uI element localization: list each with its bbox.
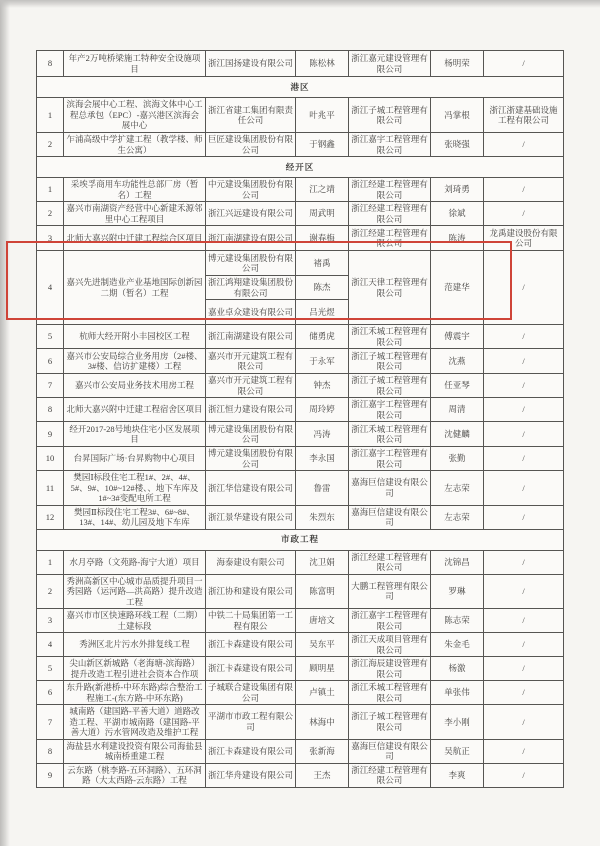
cell-supervisor: 浙江经建工程管理有限公司 xyxy=(349,226,431,251)
cell-other: / xyxy=(484,202,564,226)
table-row xyxy=(37,98,564,133)
cell-contractor-person: 于钢鑫 xyxy=(296,133,349,157)
cell-other: / xyxy=(484,763,564,787)
table-row xyxy=(37,681,564,705)
cell-contractor: 浙江省建工集团有限责任公司 xyxy=(206,98,296,133)
cell-supervisor: 浙江经建工程管理有限公司 xyxy=(349,178,431,202)
cell-contractor-person: 陈松林 xyxy=(296,51,349,77)
cell-other: / xyxy=(484,447,564,471)
cell-project-name: 水月亭路（文苑路-海宁大道）项目 xyxy=(64,550,206,574)
cell-other: / xyxy=(484,633,564,657)
cell-contractor-person: 储勇虎 xyxy=(296,325,349,349)
cell-contractor: 中铁二十局集团第一工程有限公 xyxy=(206,609,296,633)
cell-seq: 1 xyxy=(37,550,64,574)
cell-contractor: 浙江卡森建设有限公司 xyxy=(206,739,296,763)
cell-other: / xyxy=(484,739,564,763)
cell-supervisor: 浙江禾城工程管理有限公司 xyxy=(349,681,431,705)
table-row xyxy=(37,471,564,506)
cell-project-name: 北师大嘉兴附中迁建工程宿舍区项目 xyxy=(64,398,206,422)
cell-seq: 11 xyxy=(37,471,64,506)
cell-other: / xyxy=(484,609,564,633)
cell-project-name: 嘉兴市市区快速路环线工程（二期）土建标段 xyxy=(64,609,206,633)
cell-contractor-person: 朱烈东 xyxy=(296,505,349,529)
cell-supervisor-person: 左志荣 xyxy=(431,471,484,506)
cell-contractor: 浙江华信建设有限公司 xyxy=(206,471,296,506)
cell-contractor-person: 周武明 xyxy=(296,202,349,226)
section-header-row xyxy=(37,77,564,98)
cell-project-name: 乍浦高级中学扩建工程（教学楼、师生公寓） xyxy=(64,133,206,157)
cell-project-name: 北师大嘉兴附中迁建工程综合区项目 xyxy=(64,226,206,251)
cell-supervisor-person: 单张伟 xyxy=(431,681,484,705)
cell-other: / xyxy=(484,657,564,681)
cell-supervisor: 浙江嘉宇工程管理有限公司 xyxy=(349,398,431,422)
table-row xyxy=(37,398,564,422)
cell-seq: 1 xyxy=(37,98,64,133)
cell-contractor-person: 谢春梅 xyxy=(296,226,349,251)
cell-supervisor: 浙江子城工程管理有限公司 xyxy=(349,98,431,133)
cell-seq: 7 xyxy=(37,705,64,740)
cell-project-name: 经开2017-28号地块住宅小区发展项目 xyxy=(64,422,206,447)
cell-seq: 6 xyxy=(37,349,64,374)
cell-other: / xyxy=(484,251,564,325)
section-header-row xyxy=(37,157,564,178)
table-row xyxy=(37,251,564,276)
table-row xyxy=(37,739,564,763)
cell-supervisor-person: 沈锦昌 xyxy=(431,550,484,574)
cell-seq: 5 xyxy=(37,325,64,349)
table-row xyxy=(37,226,564,251)
table-row xyxy=(37,422,564,447)
cell-other: / xyxy=(484,398,564,422)
cell-contractor: 浙江南湖建设有限公司 xyxy=(206,325,296,349)
cell-seq: 9 xyxy=(37,763,64,787)
table-row xyxy=(37,202,564,226)
cell-contractor: 博元建设集团股份有限公司 xyxy=(206,251,296,276)
cell-contractor-person: 陈富明 xyxy=(296,574,349,609)
cell-other: / xyxy=(484,374,564,398)
section-header: 港区 xyxy=(37,77,564,98)
cell-supervisor-person: 吴航正 xyxy=(431,739,484,763)
cell-project-name: 年产2万吨桥梁施工特种安全设施项目 xyxy=(64,51,206,77)
cell-seq: 10 xyxy=(37,447,64,471)
table-row xyxy=(37,550,564,574)
cell-supervisor-person: 冯掌根 xyxy=(431,98,484,133)
cell-supervisor: 浙江经建工程管理有限公司 xyxy=(349,202,431,226)
cell-supervisor-person: 杨激 xyxy=(431,657,484,681)
cell-project-name: 尖山新区新城路（老海塘-滨海路）提升改造工程引进社会资本合作项 xyxy=(64,657,206,681)
cell-contractor-person: 钟杰 xyxy=(296,374,349,398)
cell-other: 龙禹建设股份有限公司 xyxy=(484,226,564,251)
cell-contractor-person: 江之靖 xyxy=(296,178,349,202)
cell-project-name: 杭师大经开附小丰园校区工程 xyxy=(64,325,206,349)
cell-supervisor: 浙江嘉宇工程管理有限公司 xyxy=(349,133,431,157)
cell-supervisor: 浙江禾城工程管理有限公司 xyxy=(349,325,431,349)
cell-supervisor-person: 杨明荣 xyxy=(431,51,484,77)
cell-seq: 3 xyxy=(37,226,64,251)
cell-supervisor: 浙江嘉宇工程管理有限公司 xyxy=(349,609,431,633)
cell-contractor: 平湖市市政工程有限公司 xyxy=(206,705,296,740)
cell-contractor-person: 顾明星 xyxy=(296,657,349,681)
cell-other: / xyxy=(484,178,564,202)
projects-table xyxy=(36,50,564,788)
cell-supervisor: 浙江嘉元建设管理有限公司 xyxy=(349,51,431,77)
cell-contractor: 浙江鸿翔建设集团股份有限公司 xyxy=(206,276,296,300)
cell-contractor-person: 褚禹 xyxy=(296,251,349,276)
table-row xyxy=(37,633,564,657)
cell-seq: 4 xyxy=(37,633,64,657)
cell-contractor: 博元建设集团股份有限公司 xyxy=(206,422,296,447)
cell-seq: 6 xyxy=(37,681,64,705)
cell-contractor: 博元建设集团股份有限公司 xyxy=(206,447,296,471)
cell-contractor: 浙江卡森建设有限公司 xyxy=(206,633,296,657)
cell-supervisor-person: 李小刚 xyxy=(431,705,484,740)
cell-supervisor-person: 张晓强 xyxy=(431,133,484,157)
cell-seq: 1 xyxy=(37,178,64,202)
cell-project-name: 秀洲区北片污水外排复线工程 xyxy=(64,633,206,657)
cell-contractor: 浙江景华建设有限公司 xyxy=(206,505,296,529)
cell-supervisor: 浙江天成项目管理有限公司 xyxy=(349,633,431,657)
cell-other: / xyxy=(484,133,564,157)
cell-supervisor-person: 范建华 xyxy=(431,251,484,325)
section-header-row xyxy=(37,529,564,550)
cell-contractor: 浙江卡森建设有限公司 xyxy=(206,657,296,681)
cell-other: / xyxy=(484,505,564,529)
cell-supervisor: 浙江嘉宇工程管理有限公司 xyxy=(349,447,431,471)
cell-contractor: 浙江国扬建设有限公司 xyxy=(206,51,296,77)
cell-other: / xyxy=(484,422,564,447)
cell-other: / xyxy=(484,471,564,506)
cell-contractor-person: 李永国 xyxy=(296,447,349,471)
cell-supervisor-person: 徐斌 xyxy=(431,202,484,226)
cell-supervisor: 嘉海巨信建设有限公司 xyxy=(349,505,431,529)
cell-contractor: 海泰建设有限公司 xyxy=(206,550,296,574)
cell-project-name: 嘉兴市南湖资产经营中心新建禾源邻里中心工程项目 xyxy=(64,202,206,226)
cell-contractor-person: 林海中 xyxy=(296,705,349,740)
cell-contractor-person: 叶兆平 xyxy=(296,98,349,133)
table-row xyxy=(37,574,564,609)
cell-seq: 2 xyxy=(37,574,64,609)
cell-project-name: 滨海会展中心工程、滨海文体中心工程总承包（EPC）-嘉兴港区滨海会展中心 xyxy=(64,98,206,133)
table-row xyxy=(37,349,564,374)
cell-project-name: 嘉兴先进制造业产业基地国际创新园二期（暂名）工程 xyxy=(64,251,206,325)
cell-supervisor: 浙江海辰建设管理有限公司 xyxy=(349,657,431,681)
cell-project-name: 东升路(新港桥-中环东路)综合整治工程施工-(东方路-中环东路) xyxy=(64,681,206,705)
table-row xyxy=(37,447,564,471)
cell-contractor: 浙江华舟建设有限公司 xyxy=(206,763,296,787)
cell-seq: 5 xyxy=(37,657,64,681)
cell-project-name: 云东路（桃李路-五环洞路）、五环洞路（大太西路-云东路）工程 xyxy=(64,763,206,787)
cell-project-name: 城南路（建国路-平善大道）道路改造工程、平湖市城南路（建国路-平善大道）污水管网改造及维护工程 xyxy=(64,705,206,740)
table-row xyxy=(37,763,564,787)
cell-supervisor-person: 张勤 xyxy=(431,447,484,471)
cell-project-name: 台昇国际广场·台昇购物中心项目 xyxy=(64,447,206,471)
table-row xyxy=(37,325,564,349)
cell-contractor: 浙江协和建设有限公司 xyxy=(206,574,296,609)
cell-supervisor-person: 罗琳 xyxy=(431,574,484,609)
cell-contractor-person: 陈杰 xyxy=(296,276,349,300)
cell-supervisor: 浙江子城工程管理有限公司 xyxy=(349,349,431,374)
cell-other: / xyxy=(484,550,564,574)
cell-supervisor-person: 朱金毛 xyxy=(431,633,484,657)
cell-contractor: 浙江南湖建设有限公司 xyxy=(206,226,296,251)
cell-contractor-person: 于永军 xyxy=(296,349,349,374)
table-row xyxy=(37,51,564,77)
cell-supervisor: 大鹏工程管理有限公司 xyxy=(349,574,431,609)
cell-supervisor-person: 刘琦勇 xyxy=(431,178,484,202)
cell-contractor: 浙江兴远建设有限公司 xyxy=(206,202,296,226)
cell-contractor-person: 卢镇土 xyxy=(296,681,349,705)
cell-supervisor: 浙江天律工程管理有限公司 xyxy=(349,251,431,325)
cell-project-name: 樊园Ⅱ标段住宅工程3#、6#~8#、13#、14#、幼儿园及地下车库 xyxy=(64,505,206,529)
cell-other: / xyxy=(484,349,564,374)
cell-contractor: 巨匠建设集团股份有限公司 xyxy=(206,133,296,157)
cell-seq: 8 xyxy=(37,739,64,763)
cell-other: / xyxy=(484,705,564,740)
cell-contractor-person: 周玲婷 xyxy=(296,398,349,422)
table-row xyxy=(37,178,564,202)
cell-seq: 12 xyxy=(37,505,64,529)
cell-supervisor-person: 周清 xyxy=(431,398,484,422)
cell-other: 浙江浙建基础设施工程有限公司 xyxy=(484,98,564,133)
cell-seq: 3 xyxy=(37,609,64,633)
cell-contractor: 子城联合建设集团有限公司 xyxy=(206,681,296,705)
cell-contractor-person: 鲁雷 xyxy=(296,471,349,506)
scan-edge-top xyxy=(0,0,600,8)
cell-seq: 2 xyxy=(37,133,64,157)
table-row xyxy=(37,609,564,633)
cell-other: / xyxy=(484,325,564,349)
cell-supervisor: 浙江禾城工程管理有限公司 xyxy=(349,422,431,447)
table-row xyxy=(37,657,564,681)
section-header: 经开区 xyxy=(37,157,564,178)
cell-supervisor-person: 任亚琴 xyxy=(431,374,484,398)
cell-contractor-person: 吕光煜 xyxy=(296,300,349,325)
cell-contractor-person: 王杰 xyxy=(296,763,349,787)
cell-supervisor: 浙江经建工程管理有限公司 xyxy=(349,550,431,574)
cell-supervisor-person: 左志荣 xyxy=(431,505,484,529)
cell-supervisor-person: 傅震宇 xyxy=(431,325,484,349)
cell-seq: 8 xyxy=(37,51,64,77)
cell-contractor: 嘉兴市开元建筑工程有限公司 xyxy=(206,374,296,398)
table-row xyxy=(37,374,564,398)
cell-other: / xyxy=(484,51,564,77)
table-row xyxy=(37,505,564,529)
cell-seq: 4 xyxy=(37,251,64,325)
cell-contractor-person: 张新海 xyxy=(296,739,349,763)
cell-contractor: 中元建设集团股份有限公司 xyxy=(206,178,296,202)
cell-project-name: 樊园Ⅰ标段住宅工程1#、2#、4#、5#、9#、10#~12#楼、、地下车库及1#~3#变配电所工程 xyxy=(64,471,206,506)
cell-other: / xyxy=(484,574,564,609)
cell-supervisor: 嘉海巨信建设有限公司 xyxy=(349,739,431,763)
section-header: 市政工程 xyxy=(37,529,564,550)
cell-supervisor-person: 沈健麟 xyxy=(431,422,484,447)
cell-seq: 7 xyxy=(37,374,64,398)
cell-seq: 2 xyxy=(37,202,64,226)
cell-supervisor-person: 沈燕 xyxy=(431,349,484,374)
cell-supervisor-person: 陈涛 xyxy=(431,226,484,251)
cell-contractor: 嘉业卓众建设有限公司 xyxy=(206,300,296,325)
cell-project-name: 海盐县水利建设投资有限公司海盐县城南桥重建工程 xyxy=(64,739,206,763)
cell-contractor-person: 冯涛 xyxy=(296,422,349,447)
table-row xyxy=(37,705,564,740)
cell-seq: 9 xyxy=(37,422,64,447)
cell-contractor: 浙江恒力建设有限公司 xyxy=(206,398,296,422)
cell-contractor-person: 沈卫娟 xyxy=(296,550,349,574)
cell-supervisor-person: 陈志荣 xyxy=(431,609,484,633)
cell-project-name: 采埃孚商用车功能性总部厂房（暂名）工程 xyxy=(64,178,206,202)
table-row xyxy=(37,133,564,157)
cell-other: / xyxy=(484,681,564,705)
cell-project-name: 秀洲高新区中心城市品质提升项目一秀园路（运河路—洪高路）提升改造工程 xyxy=(64,574,206,609)
cell-project-name: 嘉兴市公安局综合业务用房（2#楼、3#楼、信访扩建楼）工程 xyxy=(64,349,206,374)
cell-supervisor: 浙江子城工程管理有限公司 xyxy=(349,705,431,740)
projects-table-body xyxy=(37,51,564,788)
cell-supervisor: 浙江子城工程管理有限公司 xyxy=(349,374,431,398)
cell-supervisor: 浙江经建工程管理有限公司 xyxy=(349,763,431,787)
cell-contractor: 嘉兴市开元建筑工程有限公司 xyxy=(206,349,296,374)
cell-supervisor: 嘉海巨信建设有限公司 xyxy=(349,471,431,506)
cell-seq: 8 xyxy=(37,398,64,422)
cell-contractor-person: 吴东平 xyxy=(296,633,349,657)
cell-project-name: 嘉兴市公安局业务技术用房工程 xyxy=(64,374,206,398)
cell-supervisor-person: 李爽 xyxy=(431,763,484,787)
scan-edge-left xyxy=(0,0,10,846)
cell-contractor-person: 唐培文 xyxy=(296,609,349,633)
